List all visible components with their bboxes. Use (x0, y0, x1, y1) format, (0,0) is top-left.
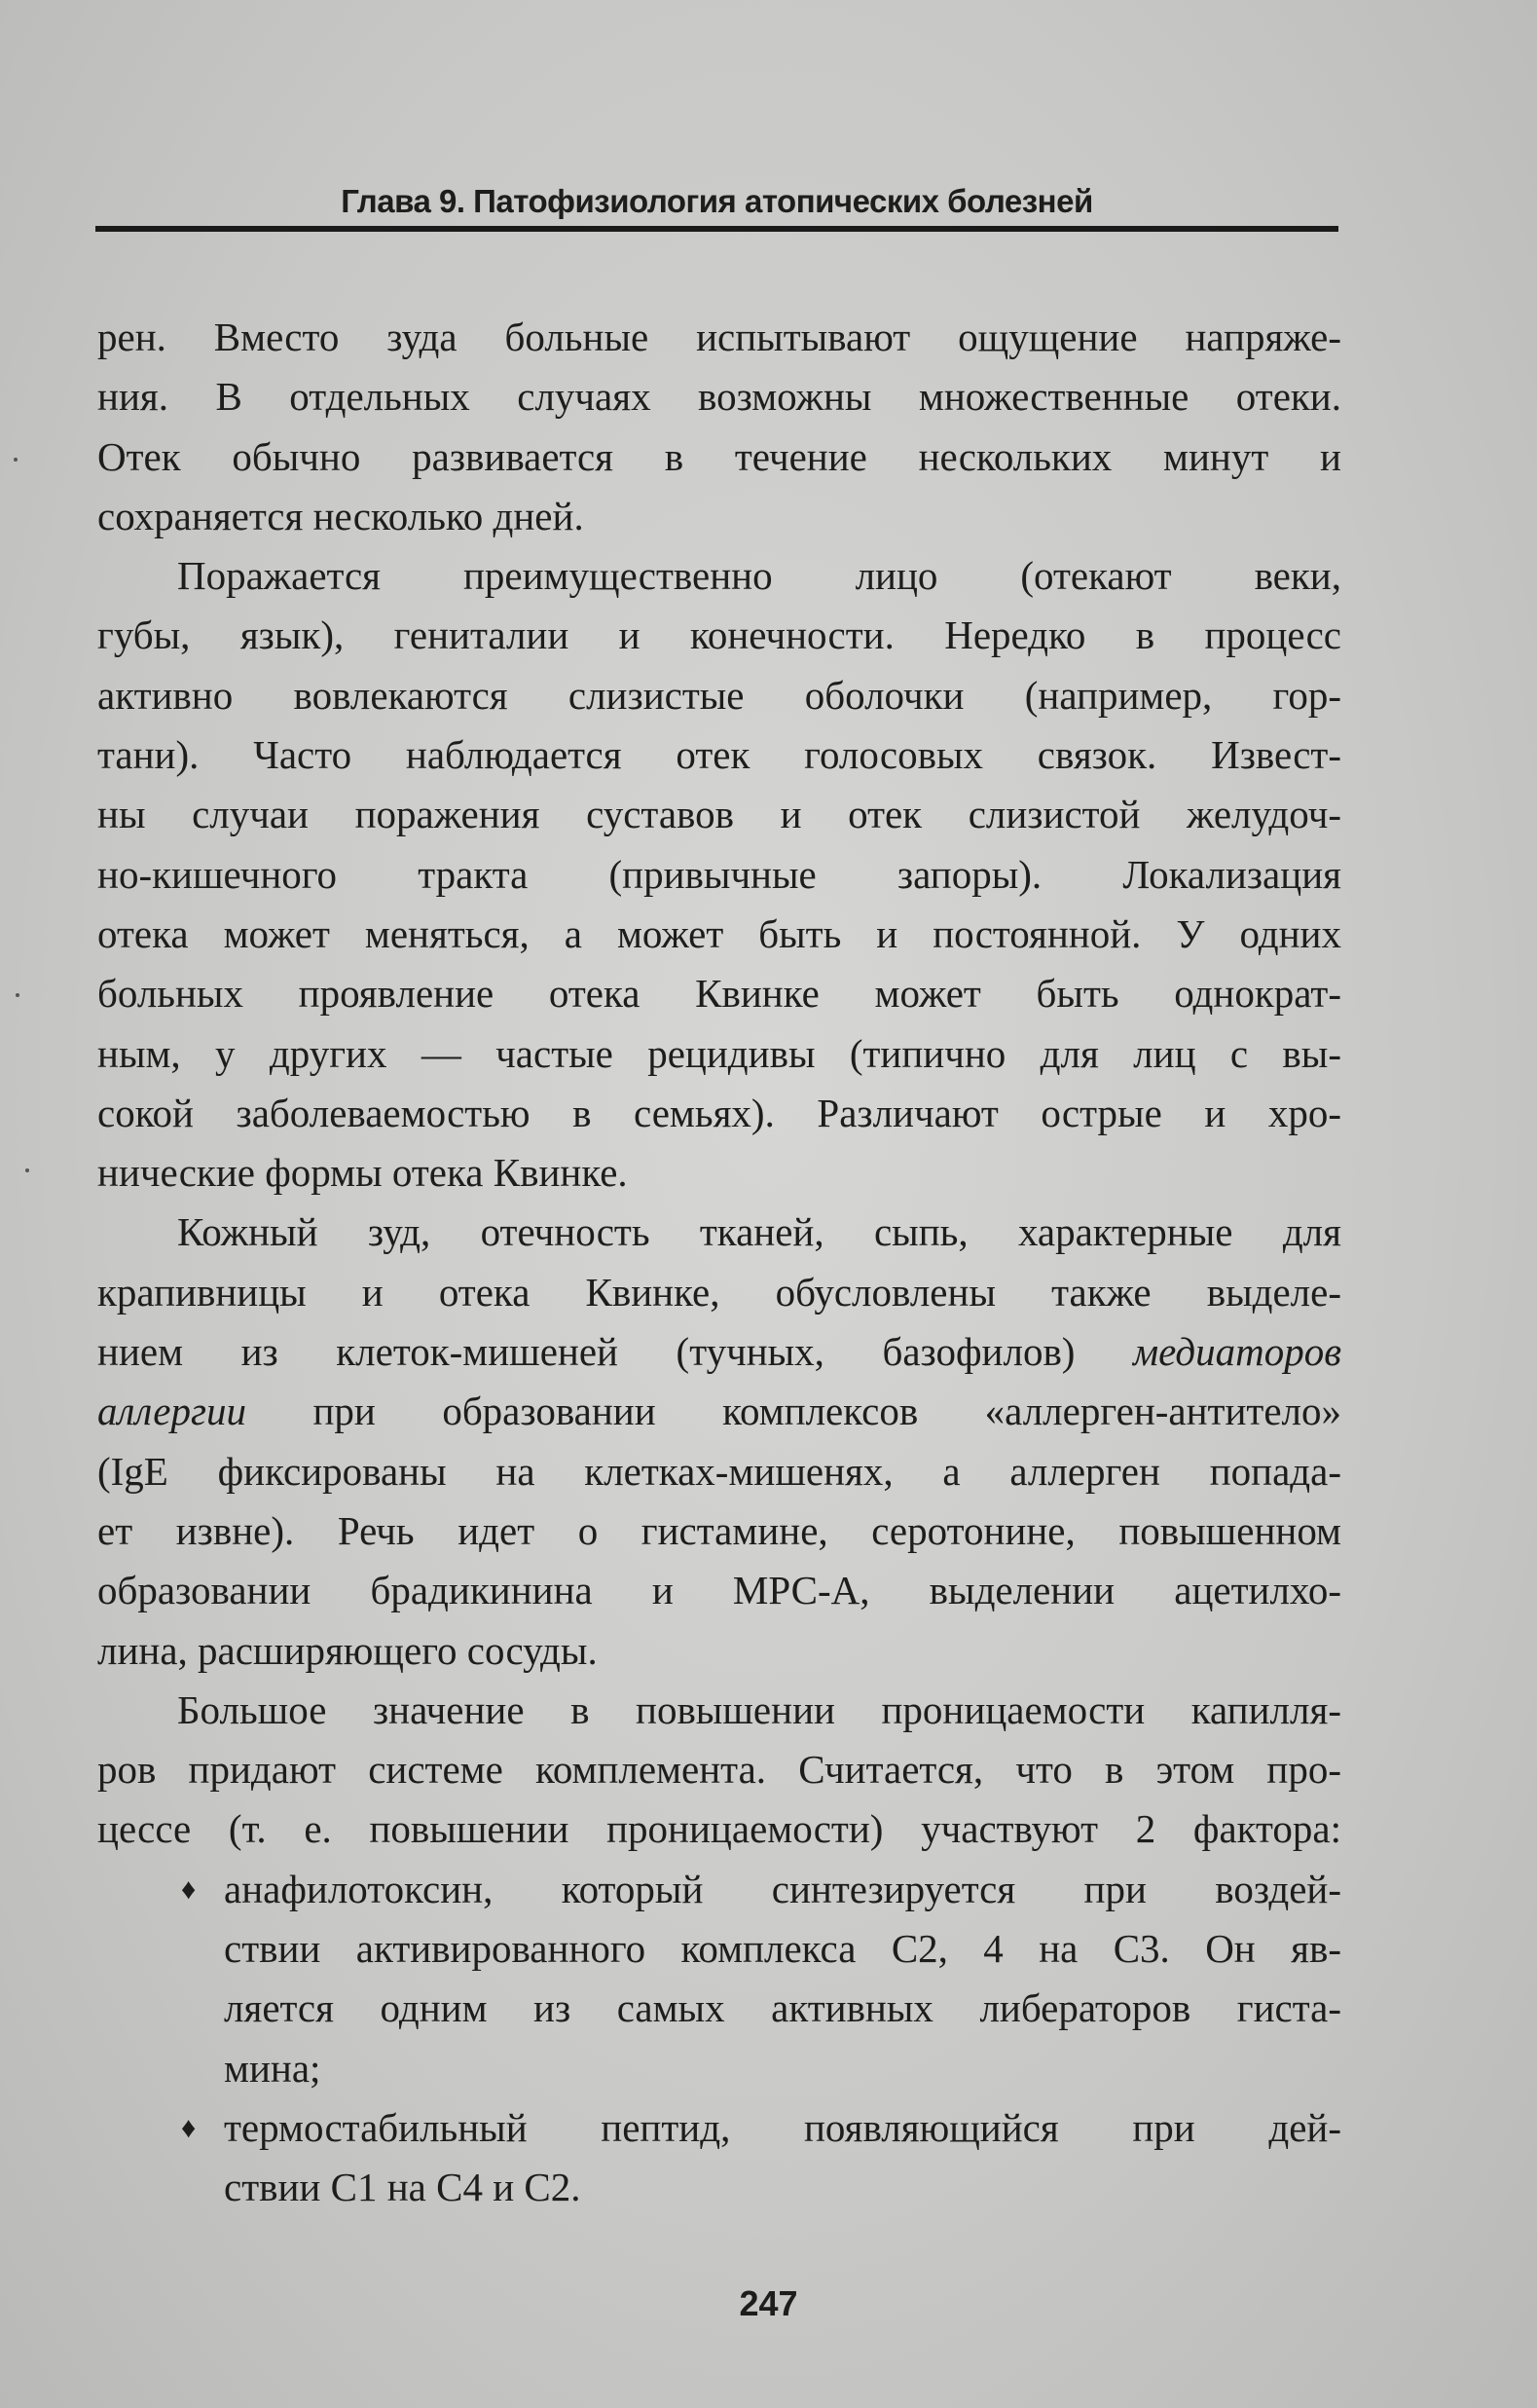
text-line: ны случаи поражения суставов и отек слизистой желудоч- (97, 792, 1341, 837)
text-line: отека может меняться, а может быть и постоянной. У одних (97, 910, 1341, 956)
text-line: рен. Вместо зуда больные испытывают ощущение напряже- (97, 315, 1341, 359)
text-line: ляется одним из самых активных либераторов гиста- (224, 1985, 1341, 2031)
text-line: активно вовлекаются слизистые оболочки (например, гор- (97, 672, 1341, 718)
text-line: ров придают системе комплемента. Считается, что в этом про- (97, 1747, 1341, 1793)
text-line: образовании брадикинина и МРС-А, выделении ацетилхо- (97, 1568, 1341, 1613)
text-fragment: анафилотоксин, который синтезируется при воздей- (224, 1866, 1341, 1911)
text-line: Отек обычно развивается в течение нескольких минут и (97, 433, 1341, 479)
paragraph-3 (97, 1203, 1341, 1680)
text-fragment: при образовании комплексов «аллерген-антитело» (245, 1389, 1341, 1434)
scan-speck (25, 1168, 29, 1172)
text-line: но-кишечного тракта (привычные запоры). Локализация (97, 851, 1341, 897)
page-number: 247 (739, 2283, 798, 2323)
text-line (97, 1860, 1341, 1919)
paragraph-1 (97, 308, 1341, 546)
scan-speck (16, 993, 19, 997)
diamond-bullet-icon: ♦ (181, 1872, 197, 1906)
text-line (97, 1322, 1341, 1382)
text-line: Большое значение в повышении проницаемости капилля- (177, 1686, 1341, 1732)
emphasis-term: аллергии (97, 1389, 246, 1434)
text-line: ствии С1 на С4 и С2. (224, 2165, 581, 2210)
scan-speck (14, 458, 18, 462)
list-item (97, 1860, 1341, 2098)
text-line: тани). Часто наблюдается отек голосовых связок. Извест- (97, 732, 1341, 778)
body-text (97, 308, 1341, 2218)
text-line: (IgE фиксированы на клетках-мишенях, а аллерген попада- (97, 1448, 1341, 1494)
text-line: крапивницы и отека Квинке, обусловлены также выделе- (97, 1269, 1341, 1315)
text-line (97, 1382, 1341, 1441)
paragraph-2 (97, 546, 1341, 1203)
paragraph-4 (97, 1681, 1341, 1860)
text-line: ствии активированного комплекса С2, 4 на С3. Он яв- (224, 1926, 1341, 1972)
text-line: Кожный зуд, отечность тканей, сыпь, характерные для (177, 1209, 1341, 1255)
running-head (95, 173, 1338, 232)
diamond-bullet-icon: ♦ (181, 2111, 197, 2144)
emphasis-term: медиаторов (1133, 1329, 1341, 1375)
text-line: больных проявление отека Квинке может быть однократ- (97, 971, 1341, 1017)
text-line: ния. В отдельных случаях возможны множественные отеки. (97, 374, 1341, 420)
text-line: лина, расширяющего сосуды. (97, 1627, 598, 1673)
text-line: цессе (т. е. повышении проницаемости) участвуют 2 фактора: (97, 1806, 1341, 1852)
list-item (97, 2098, 1341, 2218)
text-line: нические формы отека Квинке. (97, 1150, 628, 1196)
text-line: Поражается преимущественно лицо (отекают веки, (177, 553, 1341, 599)
text-line: сокой заболеваемостью в семьях). Различают острые и хро- (97, 1090, 1341, 1135)
text-line: губы, язык), гениталии и конечности. Нередко в процесс (97, 612, 1341, 658)
running-head-title: Глава 9. Патофизиология атопических болезней (341, 183, 1093, 219)
text-line: сохраняется несколько дней. (97, 493, 584, 538)
text-line: ет извне). Речь идет о гистамине, серотонине, повышенном (97, 1507, 1341, 1553)
text-line: мина; (224, 2045, 321, 2091)
text-fragment: термостабильный пептид, появляющийся при дей- (224, 2104, 1341, 2150)
text-line: ным, у других — частые рецидивы (типично для лиц с вы- (97, 1030, 1341, 1076)
text-line (97, 2098, 1341, 2158)
bullet-list (97, 1860, 1341, 2218)
text-fragment: нием из клеток-мишеней (тучных, базофилов) (97, 1329, 1133, 1375)
